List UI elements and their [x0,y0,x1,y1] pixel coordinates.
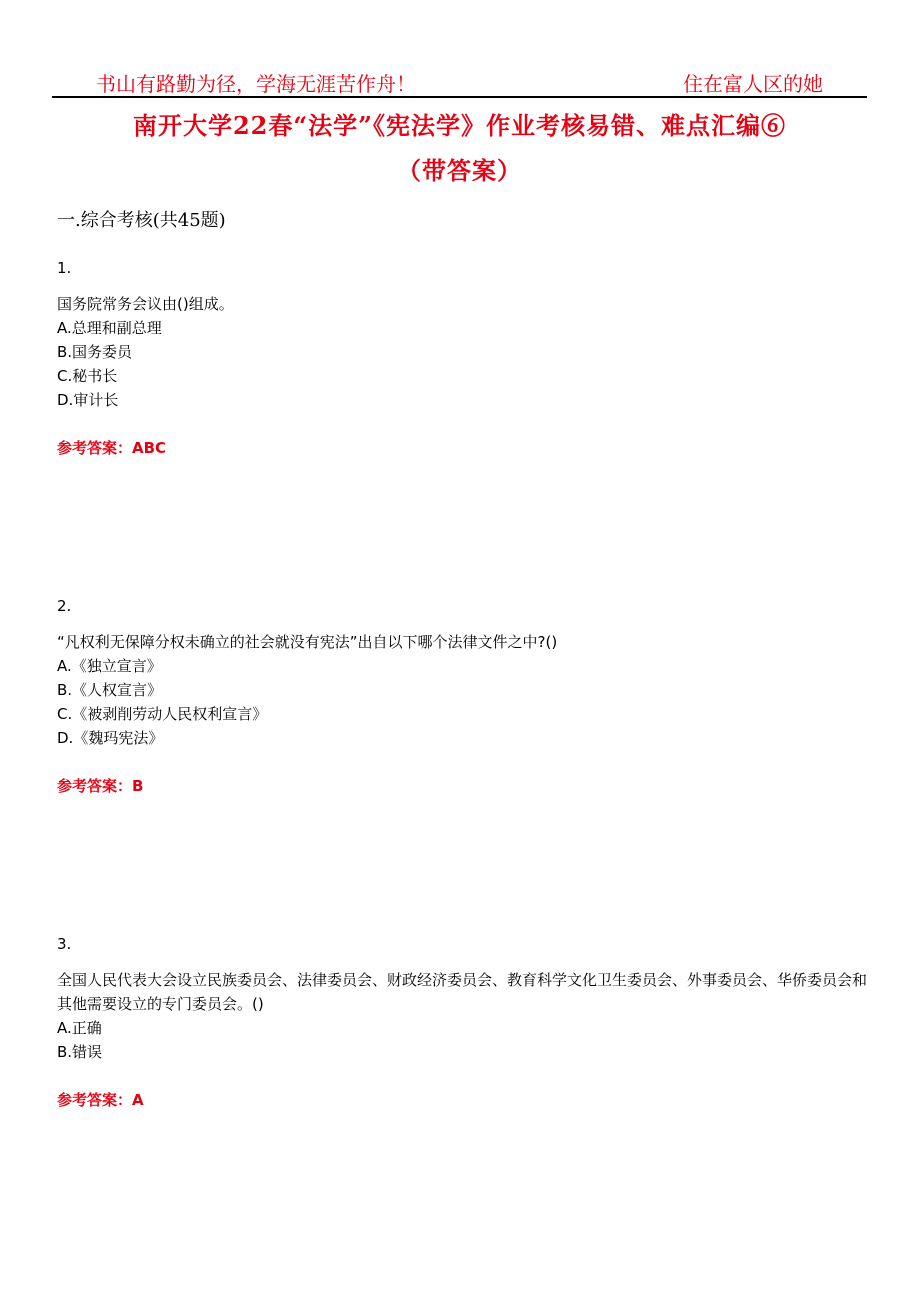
option-d: D.审计长 [57,391,119,409]
option-a: A.总理和副总理 [57,319,162,337]
page-header [52,62,867,98]
question-stem: 全国人民代表大会设立民族委员会、法律委员会、财政经济委员会、教育科学文化卫生委员会、外事委员会、华侨委员会和其他需要设立的专门委员会。() [57,971,868,1013]
option-a: A.正确 [57,1019,102,1037]
question-3 [57,932,867,1112]
question-1 [57,256,867,460]
question-number: 3. [57,935,72,953]
option-c: C.《被剥削劳动人民权利宣言》 [57,705,268,723]
header-author: 住在富人区的她 [683,72,823,96]
reference-answer: 参考答案：B [57,777,144,795]
option-a: A.《独立宣言》 [57,657,162,675]
document-subtitle: （带答案） [397,156,522,185]
option-b: B.《人权宣言》 [57,681,163,699]
section-heading: 一.综合考核(共45题) [57,210,226,231]
header-motto: 书山有路勤为径，学海无涯苦作舟！ [96,72,416,96]
question-number: 1. [57,259,72,277]
reference-answer: 参考答案：ABC [57,439,167,457]
option-b: B.错误 [57,1043,103,1061]
option-b: B.国务委员 [57,343,133,361]
option-d: D.《魏玛宪法》 [57,729,164,747]
document-title: 南开大学22春“法学”《宪法学》作业考核易错、难点汇编⑥ [132,111,786,140]
question-stem: 国务院常务会议由()组成。 [57,295,234,313]
question-number: 2. [57,597,72,615]
option-c: C.秘书长 [57,367,118,385]
question-2 [57,594,867,798]
reference-answer: 参考答案：A [57,1091,144,1109]
question-stem: “凡权利无保障分权未确立的社会就没有宪法”出自以下哪个法律文件之中?() [57,633,558,651]
